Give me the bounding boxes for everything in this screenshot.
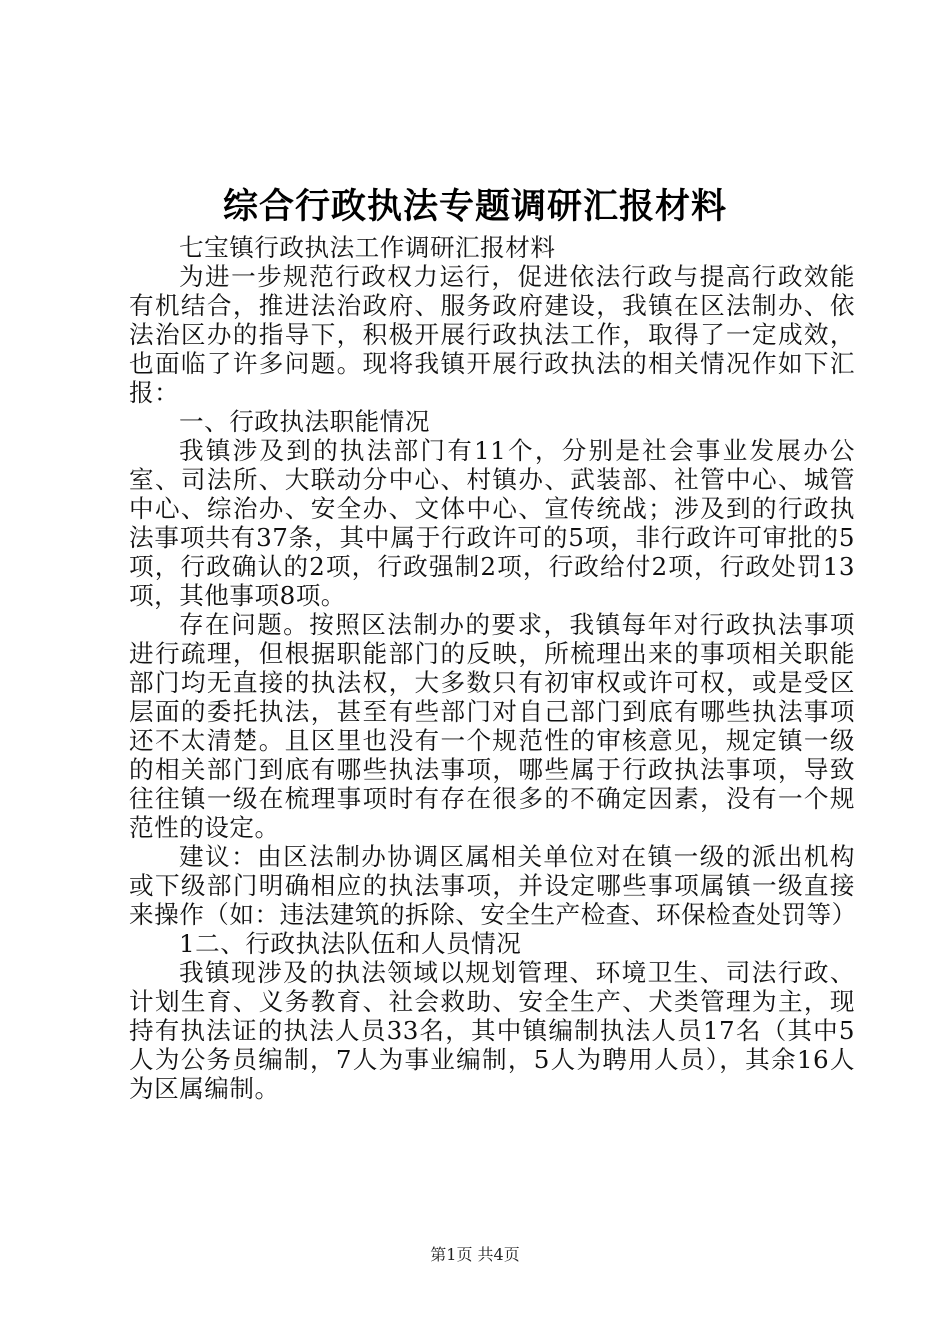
body-paragraph: 建议：由区法制办协调区属相关单位对在镇一级的派出机构或下级部门明确相应的执法事项，并设定哪些事项属镇一级直接来操作（如：违法建筑的拆除、安全生产检查、环保检查处罚等）: [129, 842, 857, 929]
document-body: [129, 233, 855, 1103]
intro-paragraph: 为进一步规范行政权力运行，促进依法行政与提高行政效能有机结合，推进法治政府、服务政府建设，我镇在区法制办、依法治区办的指导下，积极开展行政执法工作，取得了一定成效，也面临了许多问题。现将我镇开展行政执法的相关情况作如下汇报：: [129, 262, 855, 407]
body-paragraph: 存在问题。按照区法制办的要求，我镇每年对行政执法事项进行疏理，但根据职能部门的反映，所梳理出来的事项相关职能部门均无直接的执法权，大多数只有初审权或许可权，或是受区层面的委托执法，甚至有些部门对自己部门到底有哪些执法事项还不太清楚。且区里也没有一个规范性的审核意见，规定镇一级的相关部门到底有哪些执法事项，哪些属于行政执法事项，导致往往镇一级在梳理事项时有存在很多的不确定因素，没有一个规范性的设定。: [129, 610, 855, 842]
body-paragraph: 我镇涉及到的执法部门有11个，分别是社会事业发展办公室、司法所、大联动分中心、村镇办、武装部、社管中心、城管中心、综治办、安全办、文体中心、宣传统战；涉及到的行政执法事项共有37条，其中属于行政许可的5项，非行政许可审批的5项，行政确认的2项，行政强制2项，行政给付2项，行政处罚13项，其他事项8项。: [129, 436, 855, 610]
subtitle-paragraph: 七宝镇行政执法工作调研汇报材料: [179, 233, 556, 262]
document-title: 综合行政执法专题调研汇报材料: [222, 186, 727, 227]
body-paragraph: 我镇现涉及的执法领域以规划管理、环境卫生、司法行政、计划生育、义务教育、社会救助、安全生产、犬类管理为主，现持有执法证的执法人员33名，其中镇编制执法人员17名（其中5人为公务员编制，7人为事业编制，5人为聘用人员），其余16人为区属编制。: [129, 958, 855, 1103]
page-number-footer: 第1页 共4页: [430, 1245, 520, 1264]
section-heading-1: 一、行政执法职能情况: [179, 407, 430, 436]
section-heading-2: 1二、行政执法队伍和人员情况: [179, 929, 522, 958]
